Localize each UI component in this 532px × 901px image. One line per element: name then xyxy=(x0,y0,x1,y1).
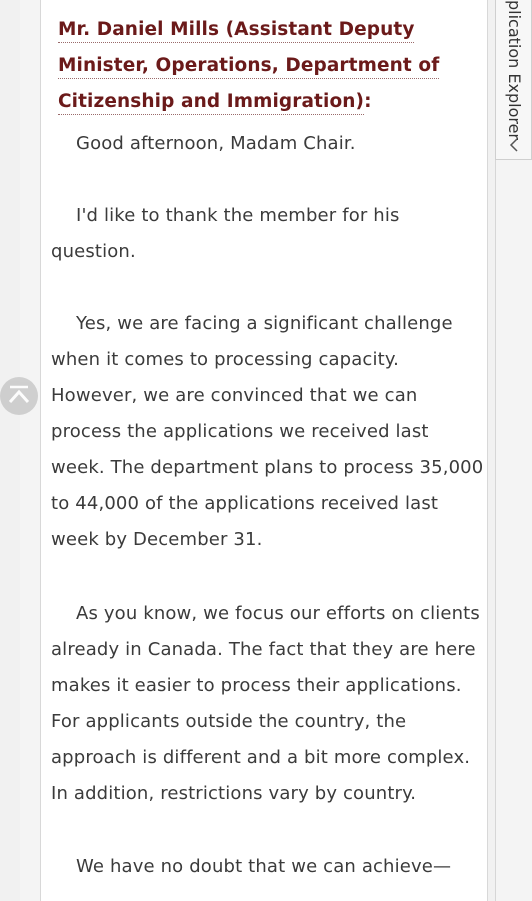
paragraph-4-text: As you know, we focus our efforts on clients already in Canada. The fact that they are here makes it easier to process their applications. For applicants outside the country, the approach is different and a bit more complex. In addition, restrictions vary by country. xyxy=(51,603,480,804)
paragraph-4 xyxy=(51,596,487,812)
explorer-label-container xyxy=(496,0,532,160)
speaker-colon: : xyxy=(364,91,372,112)
paragraph-1 xyxy=(51,126,487,162)
publication-explorer-tab[interactable] xyxy=(495,0,532,160)
chevron-left-icon[interactable] xyxy=(506,137,522,153)
paragraph-2-text: I'd like to thank the member for his question. xyxy=(51,205,400,262)
transcript-content xyxy=(40,0,488,901)
paragraph-2 xyxy=(51,198,487,270)
speaker-name-line-2[interactable]: Minister, Operations, Department of xyxy=(58,55,439,79)
speaker-name-link[interactable] xyxy=(58,12,458,120)
paragraph-5-text: We have no doubt that we can achieve— xyxy=(76,856,452,877)
speaker-name-line-3[interactable]: Citizenship and Immigration) xyxy=(58,91,364,115)
speaker-name-line-1[interactable]: Mr. Daniel Mills (Assistant Deputy xyxy=(58,19,414,43)
paragraph-5 xyxy=(51,849,487,885)
left-gutter xyxy=(0,0,20,901)
back-to-top-icon xyxy=(7,385,31,407)
explorer-label: plication Explorer xyxy=(505,0,524,140)
paragraph-3 xyxy=(51,306,487,558)
back-to-top-button[interactable] xyxy=(0,377,38,415)
paragraph-3-text: Yes, we are facing a significant challenge when it comes to processing capacity. However, we are convinced that we can process the applications we received last week. The department plans to process 35,000 to 44,000 of the applications received last week by December 31. xyxy=(51,313,484,550)
paragraph-1-text: Good afternoon, Madam Chair. xyxy=(76,133,356,154)
